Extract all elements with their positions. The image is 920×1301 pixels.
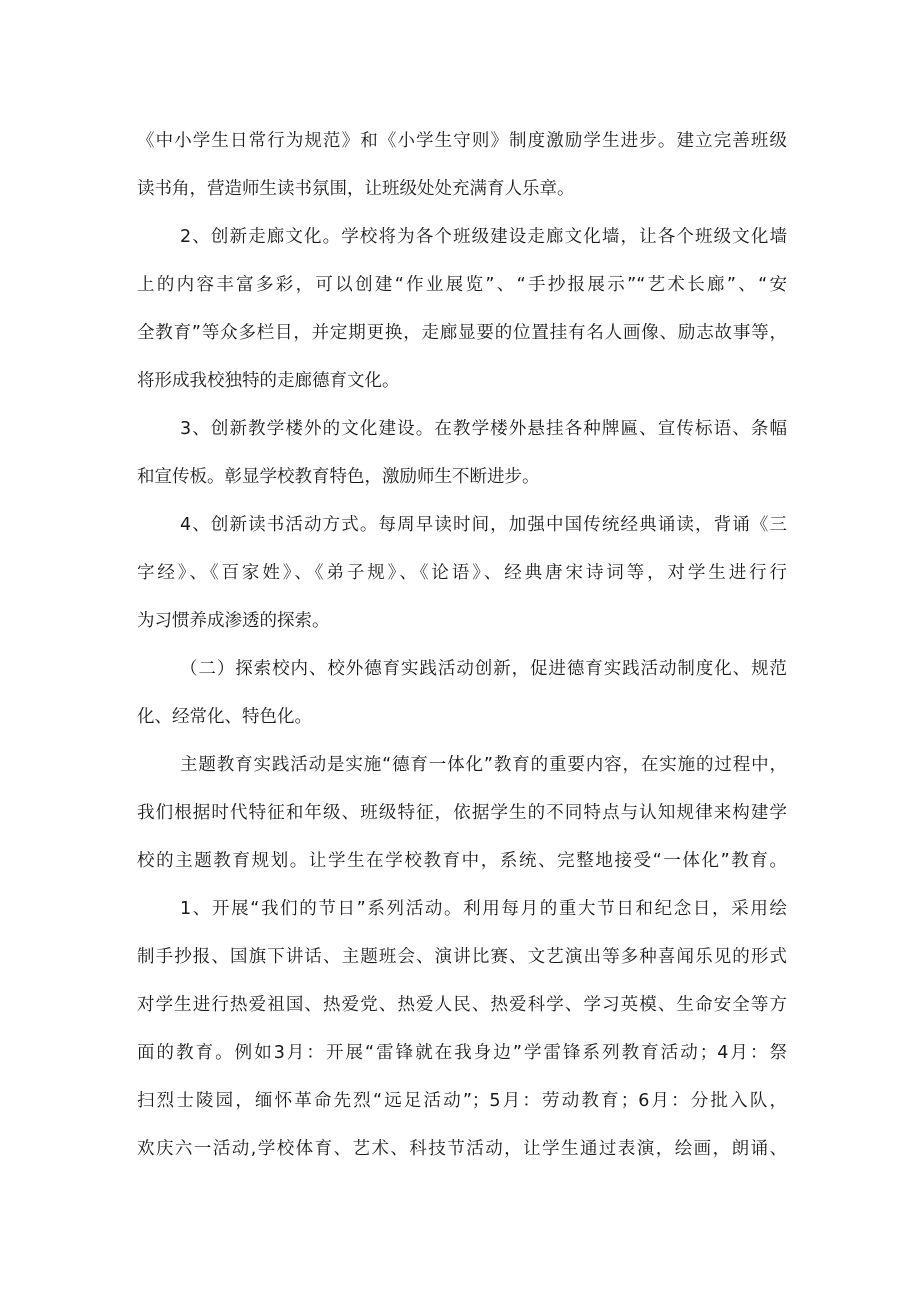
- paragraph-line: 读书角，营造师生读书氛围，让班级处处充满育人乐章。: [137, 179, 575, 199]
- paragraph-line: 我们根据时代特征和年级、班级特征，依据学生的不同特点与认知规律来构建学: [137, 803, 787, 823]
- paragraph-line: 全教育”等众多栏目，并定期更换，走廊显要的位置挂有名人画像、励志故事等，: [137, 323, 787, 343]
- paragraph-line: 对学生进行热爱祖国、热爱党、热爱人民、热爱科学、学习英模、生命安全等方: [137, 995, 787, 1015]
- paragraph-line: 1、开展“我们的节日”系列活动。利用每月的重大节日和纪念日，采用绘: [180, 899, 787, 919]
- paragraph-line: 4、创新读书活动方式。每周早读时间，加强中国传统经典诵读，背诵《三: [180, 515, 787, 535]
- paragraph-line: 字经》、《百家姓》、《弟子规》、《论语》、经典唐宋诗词等，对学生进行行: [137, 563, 787, 583]
- paragraph-line: 2、创新走廊文化。学校将为各个班级建设走廊文化墙，让各个班级文化墙: [180, 227, 787, 247]
- paragraph-line: 为习惯养成渗透的探索。: [137, 611, 330, 631]
- paragraph-line: 上的内容丰富多彩，可以创建“作业展览”、“手抄报展示”“艺术长廊”、“安: [137, 275, 787, 295]
- paragraph-line: 主题教育实践活动是实施“德育一体化”教育的重要内容，在实施的过程中，: [180, 755, 787, 775]
- paragraph-line: 《中小学生日常行为规范》和《小学生守则》制度激励学生进步。建立完善班级: [137, 131, 787, 151]
- paragraph-line: 面的教育。例如3月：开展“雷锋就在我身边”学雷锋系列教育活动；4月：祭: [137, 1043, 787, 1063]
- paragraph-line: 将形成我校独特的走廊德育文化。: [137, 371, 400, 391]
- section-heading-line: （二）探索校内、校外德育实践活动创新，促进德育实践活动制度化、规范: [180, 659, 787, 679]
- section-heading-line: 化、经常化、特色化。: [137, 707, 312, 727]
- paragraph-line: 3、创新教学楼外的文化建设。在教学楼外悬挂各种牌匾、宣传标语、条幅: [180, 419, 787, 439]
- paragraph-line: 制手抄报、国旗下讲话、主题班会、演讲比赛、文艺演出等多种喜闻乐见的形式: [137, 947, 787, 967]
- paragraph-line: 扫烈士陵园，缅怀革命先烈“远足活动”；5月：劳动教育；6月：分批入队，: [137, 1091, 787, 1111]
- paragraph-line: 和宣传板。彰显学校教育特色，激励师生不断进步。: [137, 467, 540, 487]
- paragraph-line: 校的主题教育规划。让学生在学校教育中，系统、完整地接受“一体化”教育。: [137, 851, 787, 871]
- paragraph-line: 欢庆六一活动,学校体育、艺术、科技节活动，让学生通过表演，绘画，朗诵、: [137, 1139, 787, 1159]
